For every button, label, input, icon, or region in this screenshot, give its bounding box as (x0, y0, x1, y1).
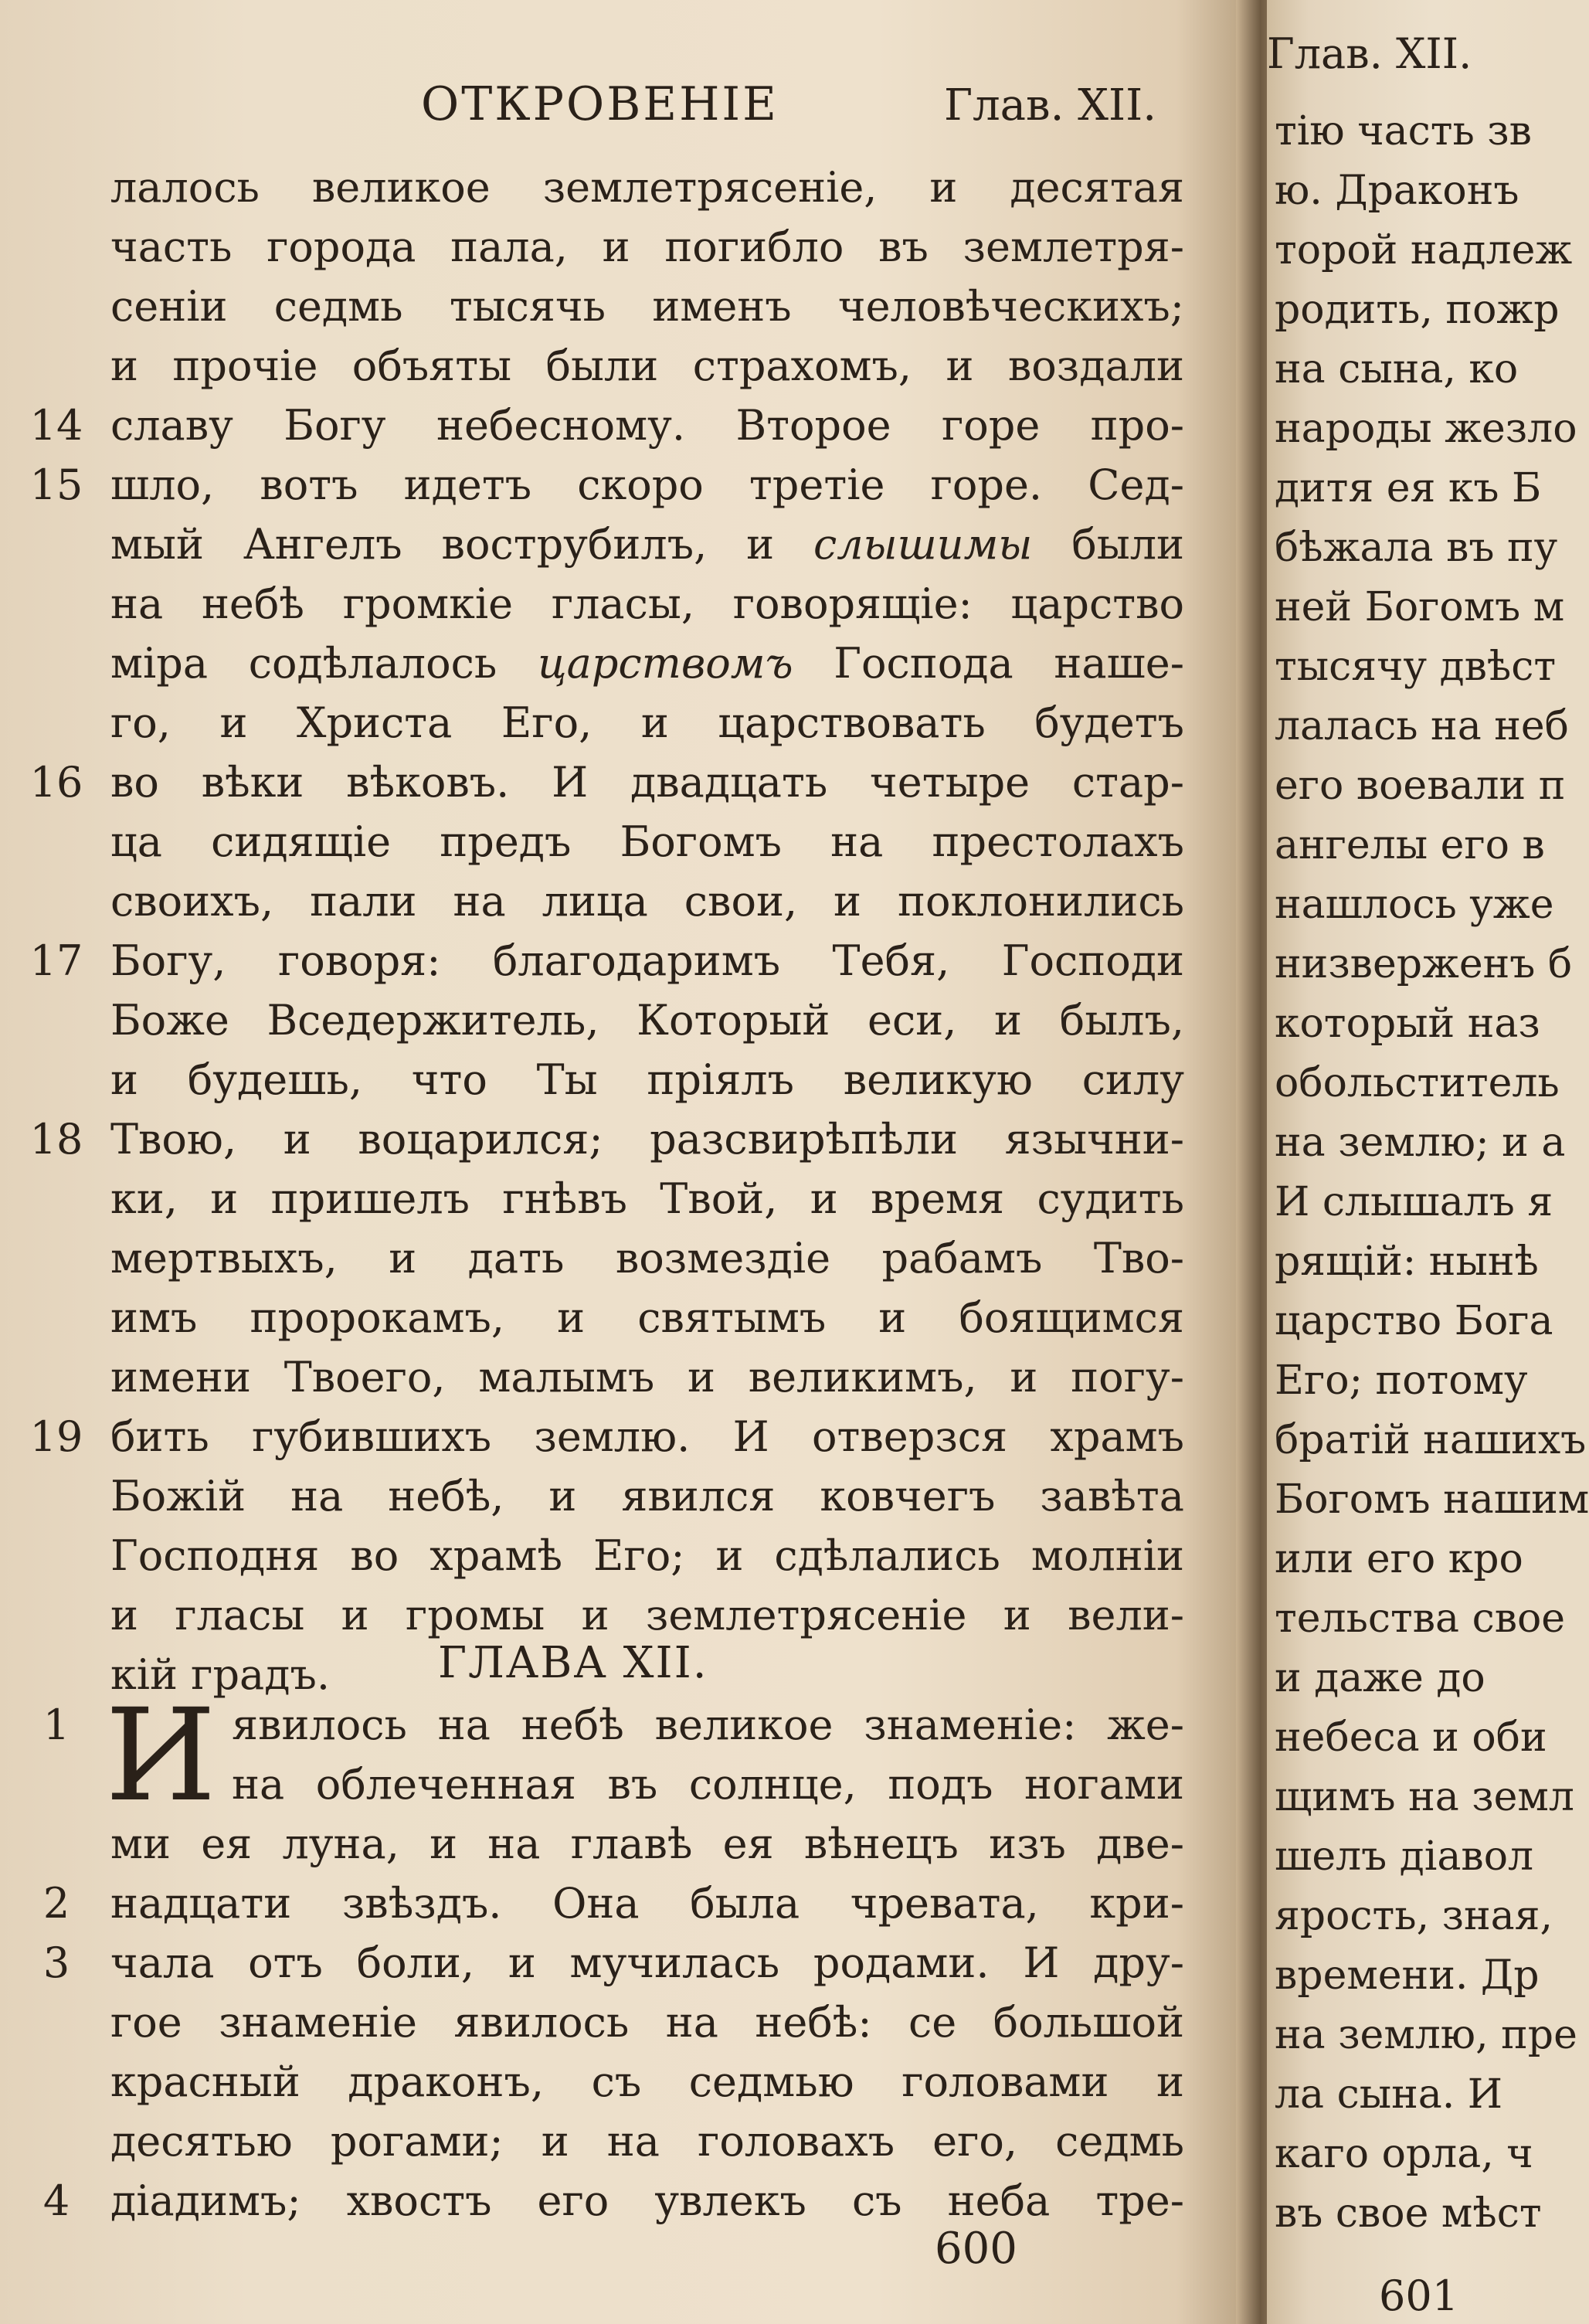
text-line: десятью рогами; и на головахъ его, седмь (110, 2117, 1184, 2166)
text-line: небеса и оби (1275, 1714, 1547, 1761)
verse-number: 17 (29, 936, 83, 985)
text-line: на сына, ко (1275, 346, 1519, 392)
text-line: и прочіе объяты были страхомъ, и воздали (110, 341, 1184, 390)
text-line: царство Бога (1275, 1298, 1553, 1344)
text-line: и будешь, что Ты пріялъ великую силу (110, 1055, 1184, 1104)
text-line: ярость, зная, (1275, 1893, 1553, 1939)
text-line: діадимъ; хвостъ его увлекъ съ неба тре- (110, 2176, 1184, 2225)
running-head-chapter: Глав. XII. (944, 80, 1157, 131)
text-line: ангелы его в (1275, 822, 1545, 868)
text-line: и даже до (1275, 1655, 1485, 1701)
text-line: на землю; и а (1275, 1120, 1566, 1166)
verse-number: 19 (29, 1412, 83, 1461)
verse-number: 14 (29, 401, 83, 450)
text-line: низверженъ б (1275, 941, 1573, 987)
text-line: на облеченная въ солнце, подъ ногами (232, 1760, 1184, 1809)
text-line: или его кро (1275, 1536, 1523, 1582)
text-line: на небѣ громкіе гласы, говорящіе: царство (110, 579, 1184, 628)
right-page-number: 601 (1379, 2271, 1459, 2320)
text-line: лалась на неб (1275, 703, 1569, 749)
text-line: ми ея луна, и на главѣ ея вѣнецъ изъ две- (110, 1819, 1184, 1868)
text-line: братій нашихъ (1275, 1417, 1587, 1463)
text-line: красный драконъ, съ седмью головами и (110, 2057, 1184, 2106)
text-line: го, и Христа Его, и царствовать будетъ (110, 698, 1184, 747)
text-line: надцати звѣздъ. Она была чревата, кри- (110, 1879, 1184, 1928)
verse-number: 16 (29, 758, 83, 807)
text-line: и гласы и громы и землетрясеніе и вели- (110, 1591, 1184, 1639)
text-line: И слышалъ я (1275, 1179, 1553, 1225)
text-line: торой надлеж (1275, 227, 1573, 274)
text-line: ца сидящіе предъ Богомъ на престолахъ (110, 817, 1184, 866)
text-line: Богу, говоря: благодаримъ Тебя, Господи (110, 936, 1184, 985)
page-number: 600 (935, 2224, 1017, 2274)
text-line: имъ пророкамъ, и святымъ и боящимся (110, 1293, 1184, 1342)
text-line: ней Богомъ м (1275, 584, 1565, 630)
text-line: Божій на небѣ, и явился ковчегъ завѣта (110, 1472, 1184, 1520)
text-line: дитя ея къ Б (1275, 465, 1542, 511)
text-line: Господня во храмѣ Его; и сдѣлались молніи (110, 1531, 1184, 1580)
text-line: ки, и пришелъ гнѣвъ Твой, и время судить (110, 1174, 1184, 1223)
text-line: бѣжала въ пу (1275, 525, 1558, 571)
text-line: ла сына. И (1275, 2071, 1503, 2118)
running-head-title: ОТКРОВЕНІЕ (421, 77, 779, 131)
text-line: шелъ діавол (1275, 1833, 1534, 1880)
text-line: рящій: нынѣ (1275, 1238, 1539, 1285)
chapter-heading: ГЛАВА XII. (438, 1638, 708, 1688)
text-line: гое знаменіе явилось на небѣ: се большой (110, 1998, 1184, 2047)
text-line: часть города пала, и погибло въ землетря- (110, 223, 1184, 271)
text-line: тельства свое (1275, 1595, 1566, 1642)
text-line: каго орла, ч (1275, 2131, 1533, 2177)
verse-number: 3 (42, 1938, 70, 1987)
text-line: шло, вотъ идетъ скоро третіе горе. Сед- (110, 460, 1184, 509)
text-line: Твою, и воцарился; разсвирѣпѣли язычни- (110, 1115, 1184, 1164)
text-line: ю. Драконъ (1275, 168, 1519, 214)
text-line: Его; потому (1275, 1357, 1528, 1404)
text-line: явилось на небѣ великое знаменіе: же- (232, 1701, 1184, 1749)
text-line: мый Ангелъ вострубилъ, и слышимы были (110, 520, 1185, 569)
text-line: Боже Вседержитель, Который еси, и былъ, (110, 996, 1184, 1045)
text-line: во вѣки вѣковъ. И двадцать четыре стар- (110, 758, 1184, 807)
drop-cap: И (105, 1681, 216, 1830)
text-line: на землю, пре (1275, 2012, 1577, 2058)
verse-number: 15 (29, 460, 83, 509)
text-line: щимъ на земл (1275, 1774, 1574, 1820)
text-line: его воевали п (1275, 763, 1566, 809)
text-line: мертвыхъ, и дать возмездіе рабамъ Тво- (110, 1234, 1184, 1283)
text-line: своихъ, пали на лица свои, и поклонились (110, 877, 1184, 926)
text-line: тію часть зв (1275, 108, 1532, 155)
text-line: Богомъ нашим (1275, 1476, 1589, 1523)
text-line: въ свое мѣст (1275, 2190, 1542, 2237)
verse-number: 1 (42, 1701, 70, 1749)
text-line: нашлось уже (1275, 882, 1554, 928)
text-line: чала отъ боли, и мучилась родами. И дру- (110, 1938, 1184, 1987)
text-line: славу Богу небесному. Второе горе про- (110, 401, 1184, 450)
right-running-head: Глав. XII. (1267, 29, 1472, 78)
text-line: родить, пожр (1275, 287, 1560, 333)
text-line: сеніи седмь тысячь именъ человѣческихъ; (110, 282, 1184, 331)
text-line: имени Твоего, малымъ и великимъ, и погу- (110, 1353, 1184, 1402)
text-line: обольститель (1275, 1060, 1560, 1106)
text-line: лалось великое землетрясеніе, и десятая (110, 163, 1184, 212)
right-page (1267, 0, 1589, 2324)
verse-number: 2 (42, 1879, 70, 1928)
text-line: тысячу двѣст (1275, 644, 1557, 690)
text-line: кій градъ. (110, 1650, 331, 1699)
verse-number: 18 (29, 1115, 83, 1164)
text-line: бить губившихъ землю. И отверзся храмъ (110, 1412, 1184, 1461)
text-line: времени. Др (1275, 1952, 1540, 1999)
verse-number: 4 (42, 2176, 70, 2225)
text-line: народы жезло (1275, 406, 1577, 452)
text-line: міра содѣлалось царствомъ Господа наше- (110, 639, 1185, 688)
text-line: который наз (1275, 1001, 1540, 1047)
